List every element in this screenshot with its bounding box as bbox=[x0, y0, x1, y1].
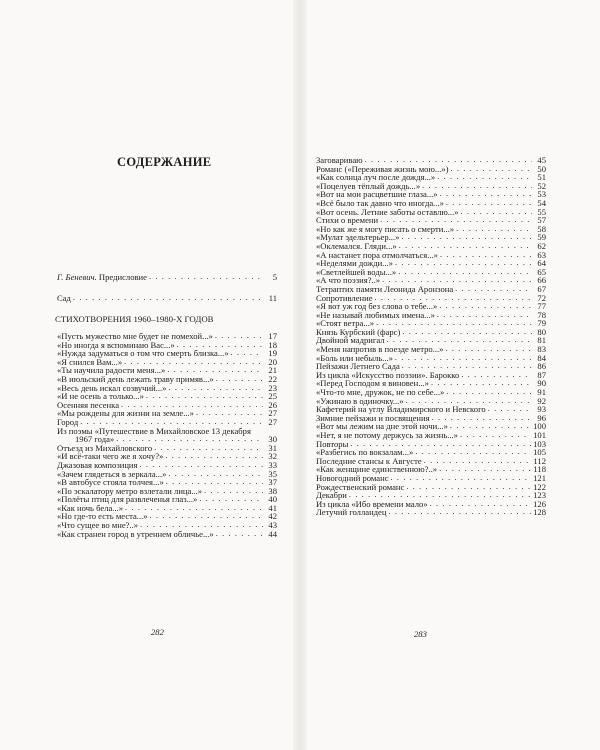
toc-entry: «Но иногда я вспоминаю Вас...» . . . 18 bbox=[57, 341, 277, 350]
toc-entry: «Полёты птиц для развлеченья глаз...» . . . 40 bbox=[57, 495, 277, 504]
toc-entry: «Весь день искал созвучий...» . . . 23 bbox=[57, 384, 277, 393]
toc-entry: «Неделями дожди...» . . . 64 bbox=[316, 259, 546, 268]
toc-entry: «Пусть мужество мне будет не помехой...» . . . 17 bbox=[57, 332, 277, 341]
toc-entry: «Как странен город в утреннем обличье...» . . . 44 bbox=[57, 530, 277, 539]
toc-entry: «Я вот уж год без слова о тебе...» . . . 77 bbox=[316, 302, 546, 311]
leader-dots bbox=[73, 294, 263, 303]
toc-entry-line2: 1967 года» . . . 30 bbox=[57, 435, 277, 444]
toc-entry: «Что сущее во мне?..» . . . 43 bbox=[57, 521, 277, 530]
toc-entry: «Но где-то есть места...» . . . 42 bbox=[57, 512, 277, 521]
right-page bbox=[300, 0, 600, 750]
toc-entry: «Не называй любимых имена...» . . . 78 bbox=[316, 311, 546, 320]
toc-entry: «Всё было так давно что иногда...» . . . 54 bbox=[316, 199, 546, 208]
toc-entry: Зимние пейзажи и посвящения . . . 96 bbox=[316, 414, 546, 423]
toc-entry: «Стоят ветра...» . . . 79 bbox=[316, 319, 546, 328]
toc-entry: Летучий голландец . . . 128 bbox=[316, 508, 546, 517]
toc-entry: «Что-то мне, дружок, не по себе...» . . . 91 bbox=[316, 388, 546, 397]
toc-entry: «В июльский день лежать траву примяв...» . . . 22 bbox=[57, 375, 277, 384]
toc-entry: Кафетерий на углу Владимирского и Невского . . . 93 bbox=[316, 405, 546, 414]
toc-entry bbox=[57, 273, 277, 282]
toc-entry: «Зачем глядеться в зеркала...» . . . 35 bbox=[57, 470, 277, 479]
toc-entry: «Нет, я не потому держусь за жизнь...» . . . 101 bbox=[316, 431, 546, 440]
intro-entries bbox=[57, 273, 277, 282]
toc-entry: Сопротивление . . . 72 bbox=[316, 294, 546, 303]
toc-entry: «Вот на мои расцветшие глаза...» . . . 53 bbox=[316, 190, 546, 199]
toc-entry: «Как женщине единственною?..» . . . 118 bbox=[316, 465, 546, 474]
toc-entry: «Поцелуев тёплый дождь...» . . . 52 bbox=[316, 182, 546, 191]
toc-entry: «Как солнца луч после дождя...» . . . 51 bbox=[316, 173, 546, 182]
toc-entry: Заговариваю . . . 45 bbox=[316, 156, 546, 165]
toc-entry-page: 11 bbox=[268, 293, 277, 303]
toc-entry: «И всё-таки чего же я хочу?» . . . 32 bbox=[57, 452, 277, 461]
toc-entry: Романс («Переживая жизнь мою...») . . . 50 bbox=[316, 165, 546, 174]
toc-entry: «Перед Господом я виновен...» . . . 90 bbox=[316, 379, 546, 388]
toc-list-left bbox=[57, 332, 277, 538]
toc-entry bbox=[57, 294, 277, 303]
toc-entry: Последние стансы к Августе . . . 112 bbox=[316, 457, 546, 466]
toc-entry: «А что поэзия?..» . . . 66 bbox=[316, 276, 546, 285]
toc-entry: «Ужинаю в одиночку...» . . . 92 bbox=[316, 397, 546, 406]
toc-entry: Осенняя песенка . . . 26 bbox=[57, 401, 277, 410]
toc-entry: Декабри . . . 123 bbox=[316, 491, 546, 500]
toc-entry-line1: Из поэмы «Путешествие в Михайловское 13 декабря bbox=[57, 425, 251, 436]
toc-entry: Пейзажи Летнего Сада . . . 86 bbox=[316, 362, 546, 371]
toc-entry: «Как ночь бела...» . . . 41 bbox=[57, 504, 277, 513]
toc-entry-page: 5 bbox=[272, 272, 277, 282]
toc-entry: Отъезд из Михайловского . . . 31 bbox=[57, 444, 277, 453]
toc-entry: «Нужда задуматься о том что смерть близка...» . . . 19 bbox=[57, 349, 277, 358]
toc-entry: «Оклемался. Гляди...» . . . 62 bbox=[316, 242, 546, 251]
toc-entry: «А настанет пора отмолчаться...» . . . 63 bbox=[316, 251, 546, 260]
toc-entry: Тетраптих памяти Леонида Аронзона . . . 67 bbox=[316, 285, 546, 294]
toc-entry: «Светлейшей воды...» . . . 65 bbox=[316, 268, 546, 277]
page-title: СОДЕРЖАНИЕ bbox=[117, 155, 212, 169]
toc-entry: «Вот осень. Летние заботы оставлю...» . . . 55 bbox=[316, 208, 546, 217]
toc-entry-title: Сад bbox=[57, 293, 71, 303]
toc-entry: «По эскалатору метро взлетали лица...» . . . 38 bbox=[57, 487, 277, 496]
toc-entry: «Мулат эдельтерьер...» . . . 59 bbox=[316, 233, 546, 242]
toc-entry: «Но как же я могу писать о смерти...» . . . 58 bbox=[316, 225, 546, 234]
toc-list-right bbox=[316, 156, 546, 517]
toc-entry: Князь Курбский (фарс) . . . 80 bbox=[316, 328, 546, 337]
page-number: 283 bbox=[414, 629, 427, 639]
leader-dots bbox=[149, 273, 263, 282]
toc-entry: Рождественский романс . . . 122 bbox=[316, 483, 546, 492]
intro-entries-2 bbox=[57, 294, 277, 303]
toc-entry: Двойной мадригал . . . 81 bbox=[316, 336, 546, 345]
page-number: 282 bbox=[151, 627, 164, 637]
toc-entry: «Ты научила радости меня...» . . . 21 bbox=[57, 366, 277, 375]
toc-entry: «Вот мы лежим на дне этой ночи...» . . . 100 bbox=[316, 422, 546, 431]
toc-entry: «И не осень а только...» . . . 25 bbox=[57, 392, 277, 401]
toc-entry: Из цикла «Искусство поэзии». Барокко . . . 87 bbox=[316, 371, 546, 380]
toc-entry: Джазовая композиция . . . 33 bbox=[57, 461, 277, 470]
toc-entry: «Боль или небыль...» . . . 84 bbox=[316, 354, 546, 363]
toc-entry: «Мы рождены для жизни на земле...» . . . 27 bbox=[57, 409, 277, 418]
toc-entry: «Я снился Вам...» . . . 20 bbox=[57, 358, 277, 367]
section-heading: СТИХОТВОРЕНИЯ 1960–1980-Х ГОДОВ bbox=[55, 314, 214, 324]
toc-entry-author: Г. Беневич. bbox=[57, 272, 97, 282]
toc-entry: «Разбегись по вокзалам...» . . . 105 bbox=[316, 448, 546, 457]
toc-entry: Город . . . 27 bbox=[57, 418, 277, 427]
toc-entry-title: Предисловие bbox=[96, 272, 147, 282]
toc-entry: Из цикла «Ибо времени мало» . . . 126 bbox=[316, 500, 546, 509]
toc-entry: Повторы . . . 103 bbox=[316, 440, 546, 449]
toc-entry: Стихи о времени . . . 57 bbox=[316, 216, 546, 225]
toc-entry: «В автобусе стояла толчея...» . . . 37 bbox=[57, 478, 277, 487]
toc-entry: Новогодний романс . . . 121 bbox=[316, 474, 546, 483]
toc-entry: «Меня напротив в поезде метро...» . . . 83 bbox=[316, 345, 546, 354]
